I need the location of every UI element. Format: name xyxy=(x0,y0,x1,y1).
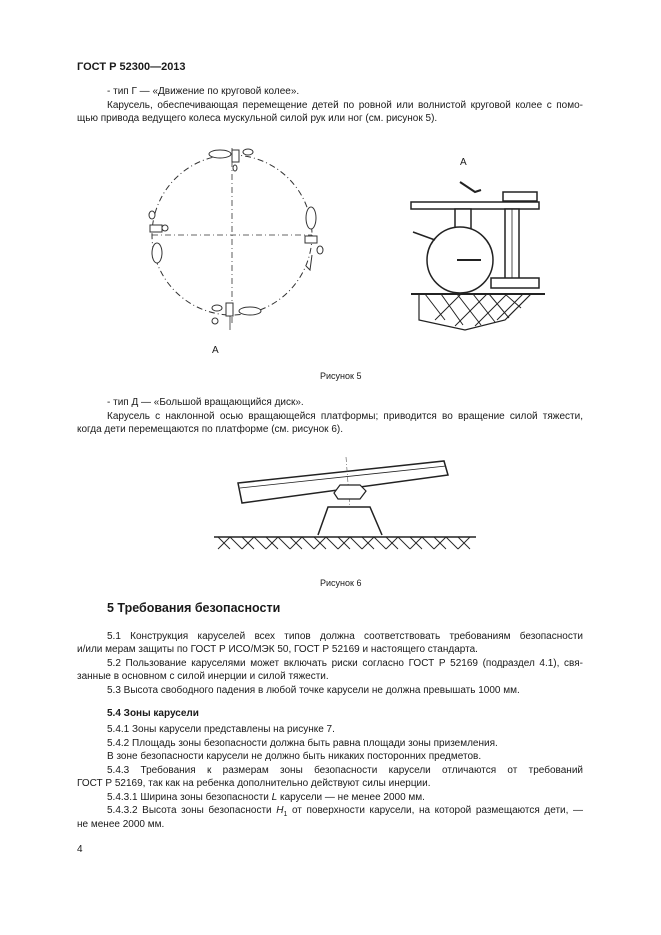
figure5-caption: Рисунок 5 xyxy=(320,371,362,381)
p52-line1: 5.2 Пользование каруселями может включать риски согласно ГОСТ Р 52169 (подраздел 4.1), свя- xyxy=(107,658,583,669)
p52-line2: занные в основном с силой инерции и силой тяжести. xyxy=(77,671,329,682)
figure6-caption: Рисунок 6 xyxy=(320,578,362,588)
p5432-line2: не менее 2000 мм. xyxy=(77,819,165,830)
p5431-prefix: 5.4.3.1 Ширина зоны безопасности xyxy=(107,792,272,803)
page-number: 4 xyxy=(77,844,83,855)
figure5-seat-detail xyxy=(405,170,565,340)
p51-line2: и/или мерам защиты по ГОСТ Р ИСО/МЭК 50, ГОСТ Р 52169 и настоящего стандарта. xyxy=(77,644,478,655)
p542-line2: В зоне безопасности карусели не должно быть никаких посторонних предметов. xyxy=(107,751,482,762)
p543-line1: 5.4.3 Требования к размерам зоны безопасности карусели отличаются от требований xyxy=(107,765,583,776)
p5431-suffix: карусели — не менее 2000 мм. xyxy=(277,792,425,803)
type-d-desc-line1: Карусель с наклонной осью вращающейся платформы; приводится во вращение силой тяжести, xyxy=(107,411,583,422)
p51-line1: 5.1 Конструкция каруселей всех типов должна соответствовать требованиям безопасности xyxy=(107,631,583,642)
type-g-desc-line2: щью привода ведущего колеса мускульной силой рук или ног (см. рисунок 5). xyxy=(77,113,438,124)
p5432-suffix: от поверхности карусели, на которой размещаются дети, — xyxy=(287,805,583,816)
standard-header: ГОСТ Р 52300—2013 xyxy=(77,61,186,73)
figure5-label-a-right: А xyxy=(460,157,467,168)
p5432-var: H xyxy=(276,805,284,816)
p5432-line1 xyxy=(107,804,583,821)
figure6-tilted-disk xyxy=(210,455,480,565)
section5-title: 5 Требования безопасности xyxy=(107,601,281,615)
p5432-prefix: 5.4.3.2 Высота зоны безопасности xyxy=(107,805,277,816)
p542-line1: 5.4.2 Площадь зоны безопасности должна быть равна площади зоны приземления. xyxy=(107,738,498,749)
type-g-item: - тип Г — «Движение по круговой колее». xyxy=(107,86,300,97)
subsection54-title: 5.4 Зоны карусели xyxy=(107,708,199,719)
figure5-label-a-left: А xyxy=(212,345,219,356)
seat-bottom xyxy=(212,303,261,330)
p5431-var: L xyxy=(271,792,278,803)
p543-line2: ГОСТ Р 52169, так как на ребенка дополнительно действуют силы инерции. xyxy=(77,778,431,789)
type-d-item: - тип Д — «Большой вращающийся диск». xyxy=(107,397,304,408)
p5431 xyxy=(107,791,425,804)
p541: 5.4.1 Зоны карусели представлены на рисунке 7. xyxy=(107,724,335,735)
p53: 5.3 Высота свободного падения в любой точке карусели не должна превышать 1000 мм. xyxy=(107,685,520,696)
type-d-desc-line2: когда дети перемещаются по платформе (см. рисунок 6). xyxy=(77,424,344,435)
figure5-circular-track xyxy=(140,140,340,360)
seat-top xyxy=(209,149,253,171)
type-g-desc-line1: Карусель, обеспечивающая перемещение детей по ровной или волнистой круговой колее с помо- xyxy=(107,100,583,111)
p5432-sub: 1 xyxy=(283,811,288,818)
